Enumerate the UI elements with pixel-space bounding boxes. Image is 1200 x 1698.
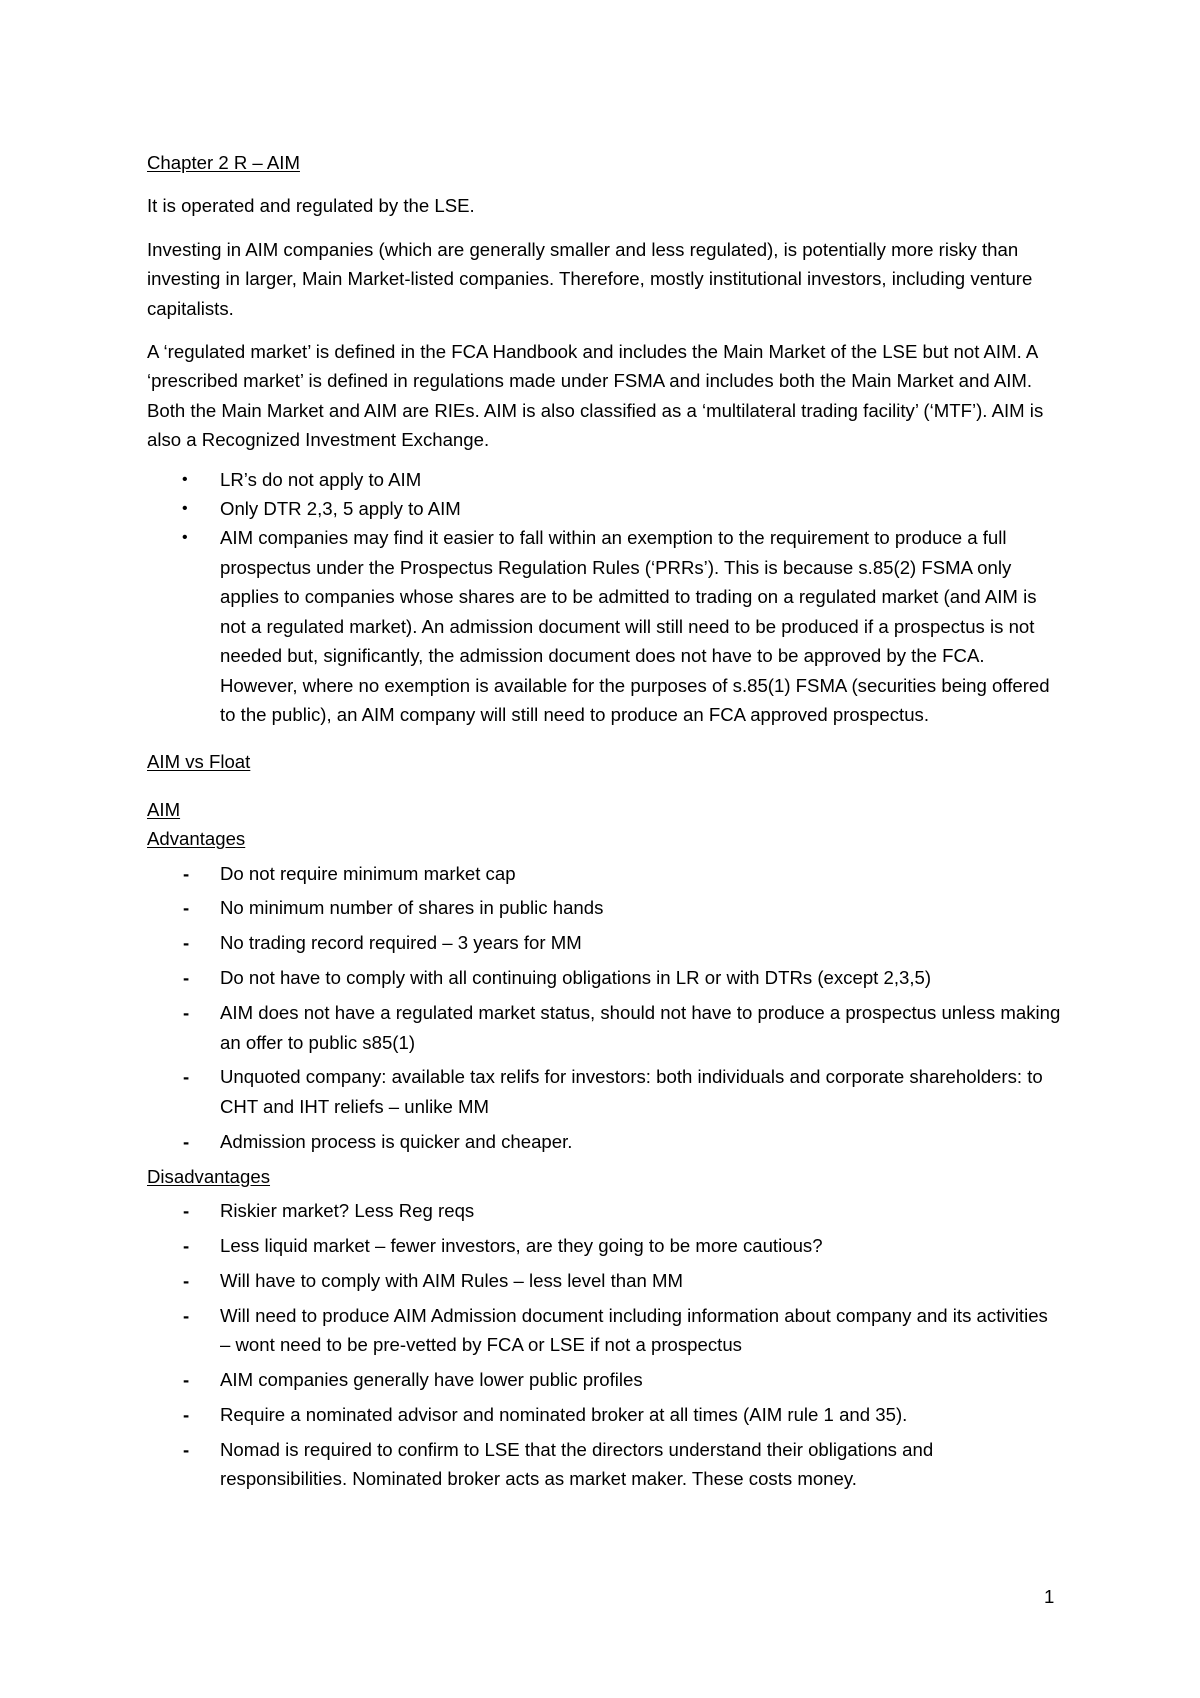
disadvantage-item <box>147 1301 1062 1360</box>
disadvantage-item <box>147 1196 1062 1225</box>
bullet-text: Only DTR 2,3, 5 apply to AIM <box>220 498 461 520</box>
chapter-heading: Chapter 2 R – AIM <box>147 152 300 173</box>
dash-icon: - <box>183 1066 190 1088</box>
disadvantages-heading: Disadvantages <box>147 1165 271 1187</box>
advantage-item <box>147 1062 1062 1121</box>
advantage-item <box>147 1127 1062 1156</box>
advantages-heading: Advantages <box>147 828 246 850</box>
disadvantage-item <box>147 1231 1062 1260</box>
aim-vs-float-heading: AIM vs Float <box>147 751 251 773</box>
bullet-icon: • <box>182 470 188 488</box>
dash-icon: - <box>183 1002 190 1024</box>
dash-icon: - <box>183 1438 190 1460</box>
dash-icon: - <box>183 1235 190 1256</box>
bullet-item <box>147 523 1062 729</box>
disadvantage-item <box>147 1435 1062 1494</box>
investing-paragraph: Investing in AIM companies (which are generally smaller and less regulated), is potentially more risky than investing in larger, Main Market-listed companies. Therefore, mostly institutional investors, including venture capitalists. <box>147 238 1033 319</box>
disadvantage-item <box>147 1365 1062 1394</box>
advantage-item <box>147 859 1062 888</box>
bullet-icon: • <box>182 500 188 518</box>
advantage-item <box>147 998 1062 1057</box>
aim-subheading: AIM <box>147 798 181 820</box>
dash-icon: - <box>183 862 190 884</box>
dash-icon: - <box>183 1269 190 1291</box>
disadvantage-text: Less liquid market – fewer investors, are they going to be more cautious? <box>220 1235 823 1256</box>
dash-icon: - <box>183 1404 190 1426</box>
advantage-text: Do not have to comply with all continuing obligations in LR or with DTRs (except 2,3,5) <box>220 967 932 989</box>
disadvantage-text: Nomad is required to confirm to LSE that the directors understand their obligations and responsibilities. Nominated broker acts as market maker. These costs money. <box>220 1438 934 1490</box>
regulated-market-paragraph: A ‘regulated market’ is defined in the FCA Handbook and includes the Main Market of the LSE but not AIM. A ‘prescribed market’ is defined in regulations made under FSMA and includes both the Main Market and AIM. Both the Main Market and AIM are RIEs. AIM is also classified as a ‘multilateral trading facility’ (‘MTF’). AIM is also a Recognized Investment Exchange. <box>147 341 1044 451</box>
dash-icon: - <box>183 1304 190 1326</box>
intro-paragraph: It is operated and regulated by the LSE. <box>147 195 475 217</box>
dash-icon: - <box>183 967 190 989</box>
advantages-list <box>147 859 1062 1157</box>
dash-icon: - <box>183 1130 190 1152</box>
disadvantage-item <box>147 1400 1062 1429</box>
disadvantages-list <box>147 1196 1062 1494</box>
page-number: 1 <box>1044 1586 1055 1607</box>
dash-icon: - <box>183 897 190 919</box>
disadvantage-text: AIM companies generally have lower public profiles <box>220 1369 643 1391</box>
dash-icon: - <box>183 932 190 954</box>
advantage-item <box>147 893 1062 922</box>
advantage-item <box>147 963 1062 992</box>
disadvantage-text: Will have to comply with AIM Rules – less level than MM <box>220 1269 683 1291</box>
advantage-text: No minimum number of shares in public hands <box>220 897 604 919</box>
dash-icon: - <box>183 1369 190 1391</box>
advantage-text: No trading record required – 3 years for MM <box>220 932 582 954</box>
advantage-text: Do not require minimum market cap <box>220 862 516 884</box>
bullet-text: AIM companies may find it easier to fall within an exemption to the requirement to produce a full prospectus under the Prospectus Regulation Rules (‘PRRs’). This is because s.85(2) FSMA only applies to companies whose shares are to be admitted to trading on a regulated market (and AIM is not a regulated market). An admission document will still need to be produced if a prospectus is not needed but, significantly, the admission document does not have to be approved by the FCA. However, where no exemption is available for the purposes of s.85(1) FSMA (securities being offered to the public), an AIM company will still need to produce an FCA approved prospectus. <box>220 527 1050 725</box>
bullet-text: LR’s do not apply to AIM <box>220 468 422 490</box>
advantage-item <box>147 928 1062 957</box>
disadvantage-text: Require a nominated advisor and nominated broker at all times (AIM rule 1 and 35). <box>220 1404 908 1426</box>
aim-rules-bullet-list <box>147 465 1062 730</box>
advantage-text: AIM does not have a regulated market status, should not have to produce a prospectus unless making an offer to public s85(1) <box>220 1002 1061 1053</box>
disadvantage-item <box>147 1266 1062 1295</box>
bullet-item <box>147 494 1062 523</box>
disadvantage-text: Riskier market? Less Reg reqs <box>220 1200 475 1222</box>
bullet-icon: • <box>182 529 188 547</box>
bullet-item <box>147 465 1062 494</box>
dash-icon: - <box>183 1200 190 1222</box>
advantage-text: Admission process is quicker and cheaper. <box>220 1130 573 1152</box>
advantage-text: Unquoted company: available tax relifs for investors: both individuals and corporate shareholders: to CHT and IHT reliefs – unlike MM <box>220 1066 1043 1117</box>
page-content <box>147 148 1062 1499</box>
disadvantage-text: Will need to produce AIM Admission document including information about company and its activities – wont need to be pre-vetted by FCA or LSE if not a prospectus <box>220 1304 1048 1356</box>
